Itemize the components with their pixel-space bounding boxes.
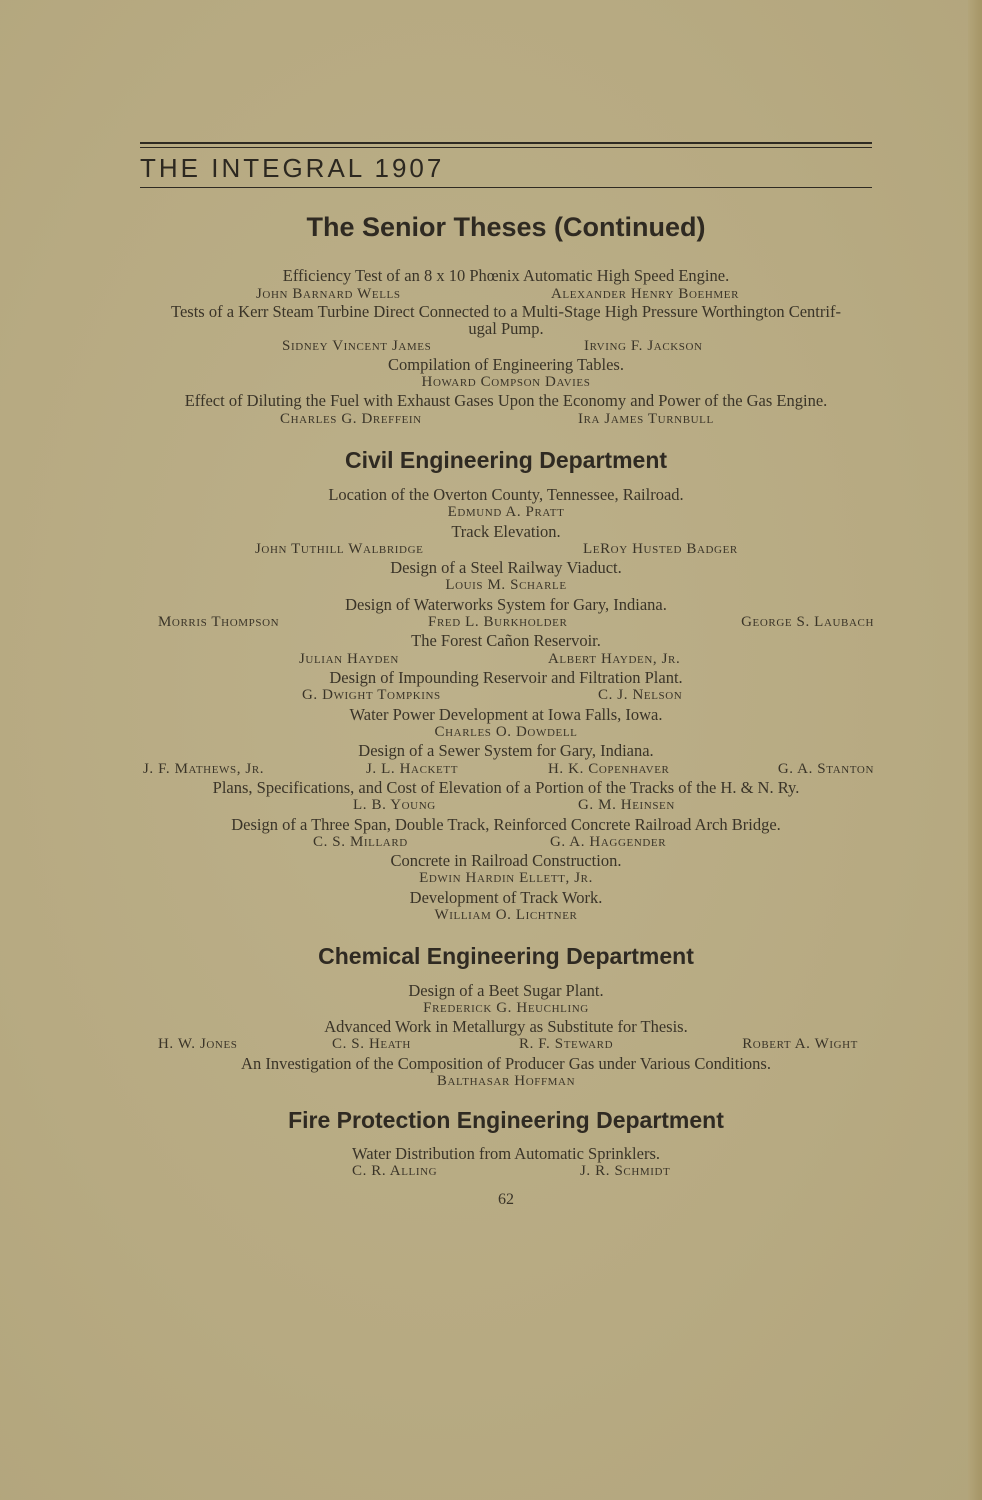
thesis-author: G. A. Haggender xyxy=(550,834,667,850)
thesis-author: Sidney Vincent James xyxy=(282,338,432,354)
thesis-author: Edwin Hardin Ellett, Jr. xyxy=(419,870,593,886)
thesis-title: Compilation of Engineering Tables. xyxy=(388,355,624,374)
page-number: 62 xyxy=(498,1191,514,1208)
thesis-author: H. K. Copenhaver xyxy=(548,761,670,777)
thesis-author: G. M. Heinsen xyxy=(578,797,675,813)
thesis-author: J. L. Hackett xyxy=(366,761,459,777)
thesis-author: Louis M. Scharle xyxy=(445,577,567,593)
thesis-author: Irving F. Jackson xyxy=(584,338,703,354)
section-title-civil: Civil Engineering Department xyxy=(344,447,668,473)
thesis-title: Design of a Three Span, Double Track, Reinforced Concrete Railroad Arch Bridge. xyxy=(231,815,781,834)
thesis-title: Water Power Development at Iowa Falls, Iowa. xyxy=(349,705,663,724)
thesis-title: Water Distribution from Automatic Sprinklers. xyxy=(352,1144,660,1163)
thesis-author: John Barnard Wells xyxy=(256,286,401,302)
thesis-author: J. F. Mathews, Jr. xyxy=(143,761,265,777)
thesis-author: C. R. Alling xyxy=(352,1163,438,1179)
thesis-author: C. S. Millard xyxy=(313,834,408,850)
thesis-title: Design of a Beet Sugar Plant. xyxy=(408,981,604,1000)
thesis-title: Effect of Diluting the Fuel with Exhaust Gases Upon the Economy and Power of the Gas Engine. xyxy=(184,391,828,410)
thesis-author: John Tuthill Walbridge xyxy=(255,541,424,557)
thesis-title: Design of a Sewer System for Gary, Indiana. xyxy=(358,741,654,760)
thesis-author: G. A. Stanton xyxy=(777,761,874,777)
thesis-author: Edmund A. Pratt xyxy=(447,504,565,520)
thesis-author: C. J. Nelson xyxy=(598,687,683,703)
section-title-senior-theses: The Senior Theses (Continued) xyxy=(306,212,706,242)
thesis-author: R. F. Steward xyxy=(519,1036,614,1052)
thesis-author: H. W. Jones xyxy=(158,1036,238,1052)
thesis-title: Design of a Steel Railway Viaduct. xyxy=(390,558,622,577)
page-spine-shadow xyxy=(968,0,982,1500)
header-rule-bottom xyxy=(140,187,872,188)
section-title-fire-protection: Fire Protection Engineering Department xyxy=(288,1107,724,1133)
thesis-author: Robert A. Wight xyxy=(742,1036,858,1052)
thesis-author: Howard Compson Davies xyxy=(421,374,591,390)
thesis-title: Efficiency Test of an 8 x 10 Phœnix Automatic High Speed Engine. xyxy=(282,266,730,285)
thesis-author: Charles G. Dreffein xyxy=(280,411,422,427)
thesis-title: Concrete in Railroad Construction. xyxy=(390,851,622,870)
thesis-author: Frederick G. Heuchling xyxy=(423,1000,589,1016)
thesis-author: L. B. Young xyxy=(353,797,436,813)
thesis-title: An Investigation of the Composition of Producer Gas under Various Conditions. xyxy=(241,1054,771,1073)
thesis-title: Plans, Specifications, and Cost of Elevation of a Portion of the Tracks of the H. & N. Ry. xyxy=(212,778,800,797)
section-title-chemical: Chemical Engineering Department xyxy=(318,943,694,969)
thesis-author: William O. Lichtner xyxy=(434,907,578,923)
thesis-author: J. R. Schmidt xyxy=(580,1163,671,1179)
running-header: THE INTEGRAL 1907 xyxy=(140,153,445,183)
thesis-title-continued: ugal Pump. xyxy=(468,319,544,338)
thesis-author: George S. Laubach xyxy=(741,614,874,630)
thesis-title: Advanced Work in Metallurgy as Substitute for Thesis. xyxy=(324,1017,688,1036)
header-rule-top-thin xyxy=(140,147,872,148)
thesis-author: Balthasar Hoffman xyxy=(436,1073,576,1089)
thesis-title: Tests of a Kerr Steam Turbine Direct Connected to a Multi-Stage High Pressure Worthington Centrif- xyxy=(171,302,841,321)
thesis-title: Design of Waterworks System for Gary, Indiana. xyxy=(345,595,667,614)
thesis-title: Location of the Overton County, Tennessee, Railroad. xyxy=(328,485,684,504)
thesis-title: Design of Impounding Reservoir and Filtration Plant. xyxy=(329,668,683,687)
thesis-title: Track Elevation. xyxy=(451,522,561,541)
thesis-author: Ira James Turnbull xyxy=(578,411,714,427)
thesis-title: Development of Track Work. xyxy=(409,888,603,907)
header-rule-top-thick xyxy=(140,142,872,144)
thesis-author: Albert Hayden, Jr. xyxy=(548,651,681,667)
thesis-author: C. S. Heath xyxy=(332,1036,411,1052)
thesis-author: Julian Hayden xyxy=(299,651,399,667)
thesis-author: G. Dwight Tompkins xyxy=(302,687,441,703)
thesis-author: LeRoy Husted Badger xyxy=(583,541,738,557)
thesis-author: Fred L. Burkholder xyxy=(428,614,568,630)
thesis-author: Morris Thompson xyxy=(158,614,280,630)
thesis-title: The Forest Cañon Reservoir. xyxy=(411,631,601,650)
thesis-author: Charles O. Dowdell xyxy=(434,724,578,740)
thesis-author: Alexander Henry Boehmer xyxy=(551,286,740,302)
